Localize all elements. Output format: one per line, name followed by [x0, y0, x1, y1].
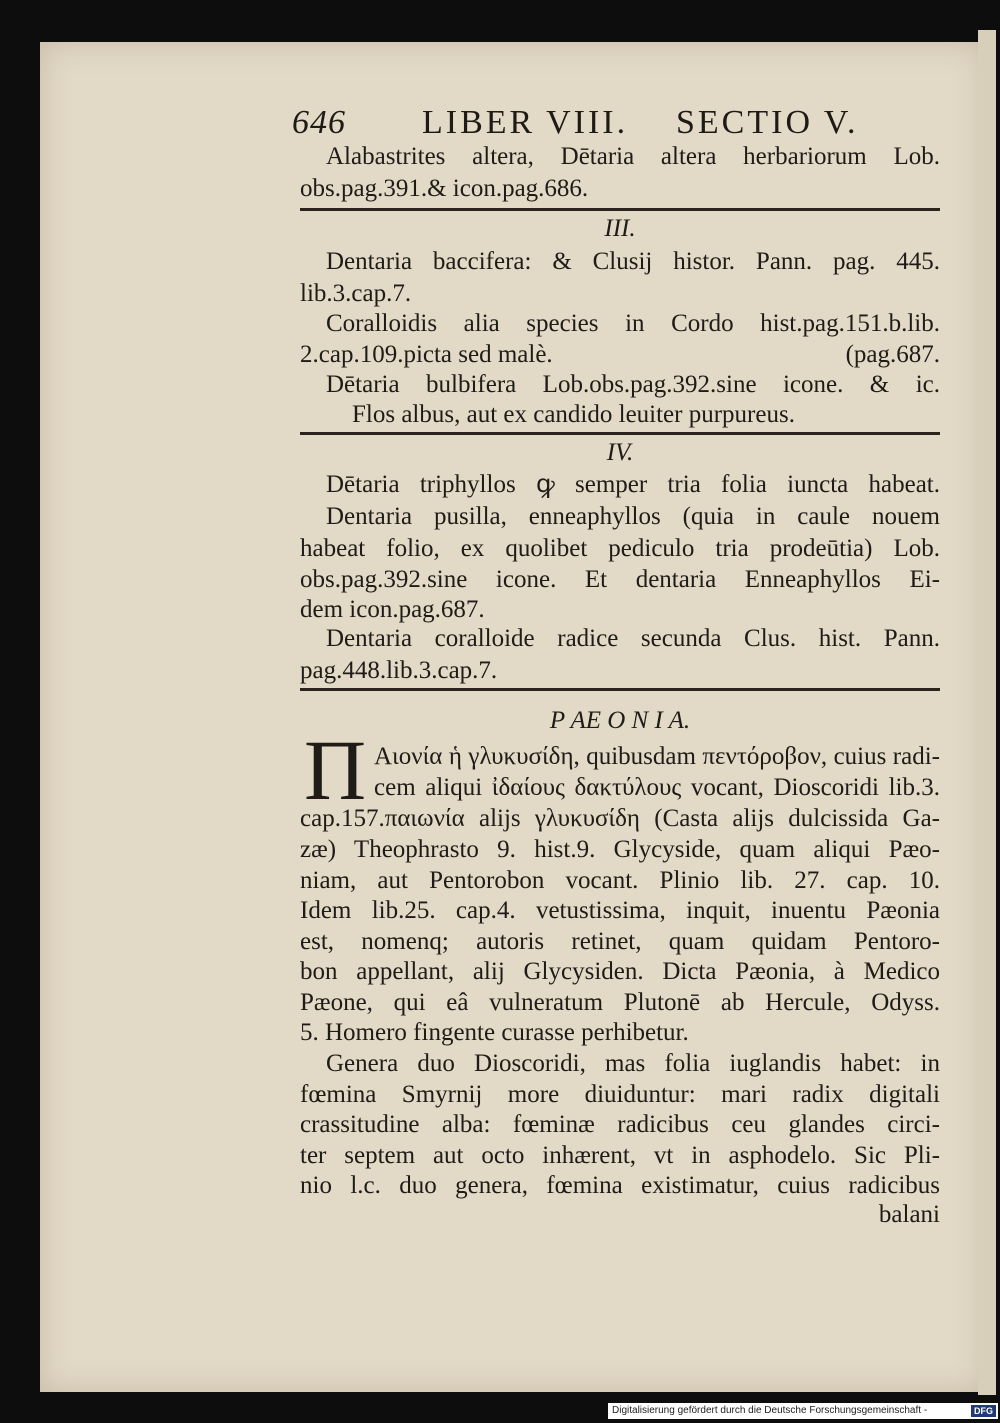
text-line: lib.3.cap.7. [300, 280, 412, 307]
text-line [300, 338, 940, 372]
text-line: ter septem aut octo inhærent, vt in asphodelo. Sic Pli- [300, 1142, 940, 1169]
text-line: Pæone, qui eâ vulneratum Plutonē ab Hercule, Odyss. [300, 989, 940, 1016]
text-line: Dētaria triphyllos ꝙ semper tria folia iuncta habeat. [326, 471, 940, 498]
footer-text: Digitalisierung gefördert durch die Deutsche Forschungsgemeinschaft - [612, 1405, 928, 1416]
text-line: Dentaria pusilla, enneaphyllos (quia in caule nouem [326, 503, 940, 530]
section-rule [300, 208, 940, 211]
text-line: Dentaria baccifera: & Clusij histor. Pann. pag. 445. [326, 248, 940, 275]
header-liber: LIBER VIII. [422, 104, 629, 141]
text-line: pag.448.lib.3.cap.7. [300, 657, 498, 684]
text-line: zæ) Theophrasto 9. hist.9. Glycyside, quam aliqui Pæo- [300, 836, 940, 863]
text-line: habeat folio, ex quolibet pediculo tria prodeūtia) Lob. [300, 535, 940, 562]
text-line: niam, aut Pentorobon vocant. Plinio lib. 27. cap. 10. [300, 867, 940, 894]
digitization-footer [608, 1403, 998, 1419]
text-line: Alabastrites altera, Dētaria altera herbariorum Lob. [326, 143, 940, 170]
text-line-right: (pag.687. [845, 341, 940, 368]
text-line: Genera duo Dioscoridi, mas folia iuglandis habet: in [326, 1050, 940, 1077]
text-line: Αιονία ἡ γλυκυσίδη, quibusdam πεντόροβον, cuius radi- [374, 743, 940, 770]
section-rule [300, 432, 940, 435]
text-line-left: 2.cap.109.picta sed malè. [300, 341, 553, 368]
text-line: cem aliqui ἰδαίους δακτύλους vocant, Dioscoridi lib.3. [374, 774, 940, 801]
chapter-title: P AE O N I A. [549, 707, 691, 734]
text-line: obs.pag.392.sine icone. Et dentaria Enneaphyllos Ei- [300, 566, 940, 593]
text-line: 5. Homero fingente curasse perhibetur. [300, 1019, 689, 1046]
text-line: est, nomenq; autoris retinet, quam quidam Pentoro- [300, 928, 940, 955]
drop-capital: Π [303, 722, 367, 818]
page-edge [978, 30, 996, 1395]
text-line: fœmina Smyrnij more diuiduntur: mari radix digitali [300, 1081, 940, 1108]
section-numeral: IV. [606, 439, 634, 466]
text-line: Dentaria coralloide radice secunda Clus. hist. Pann. [326, 625, 940, 652]
text-line: dem icon.pag.687. [300, 596, 485, 623]
text-line: bon appellant, alij Glycysiden. Dicta Pæonia, à Medico [300, 958, 940, 985]
dfg-logo: DFG [971, 1405, 996, 1417]
catchword: balani [878, 1201, 940, 1228]
page-number: 646 [292, 104, 346, 141]
text-line: cap.157.παιωνία alijs γλυκυσίδη (Casta alijs dulcissida Ga- [300, 805, 940, 832]
text-line: crassitudine alba: fœminæ radicibus ceu glandes circi- [300, 1111, 940, 1138]
text-line: Flos albus, aut ex candido leuiter purpureus. [352, 401, 795, 428]
text-line: Dētaria bulbifera Lob.obs.pag.392.sine icone. & ic. [326, 371, 940, 398]
section-numeral: III. [604, 215, 636, 242]
text-line: Idem lib.25. cap.4. vetustissima, inquit, inuentu Pæonia [300, 897, 940, 924]
section-rule [300, 688, 940, 691]
text-line: Coralloidis alia species in Cordo hist.pag.151.b.lib. [326, 310, 940, 337]
header-sectio: SECTIO V. [676, 104, 859, 141]
running-header [292, 100, 952, 142]
text-line: obs.pag.391.& icon.pag.686. [300, 175, 589, 202]
text-line: nio l.c. duo genera, fœmina existimatur, cuius radicibus [300, 1172, 940, 1199]
